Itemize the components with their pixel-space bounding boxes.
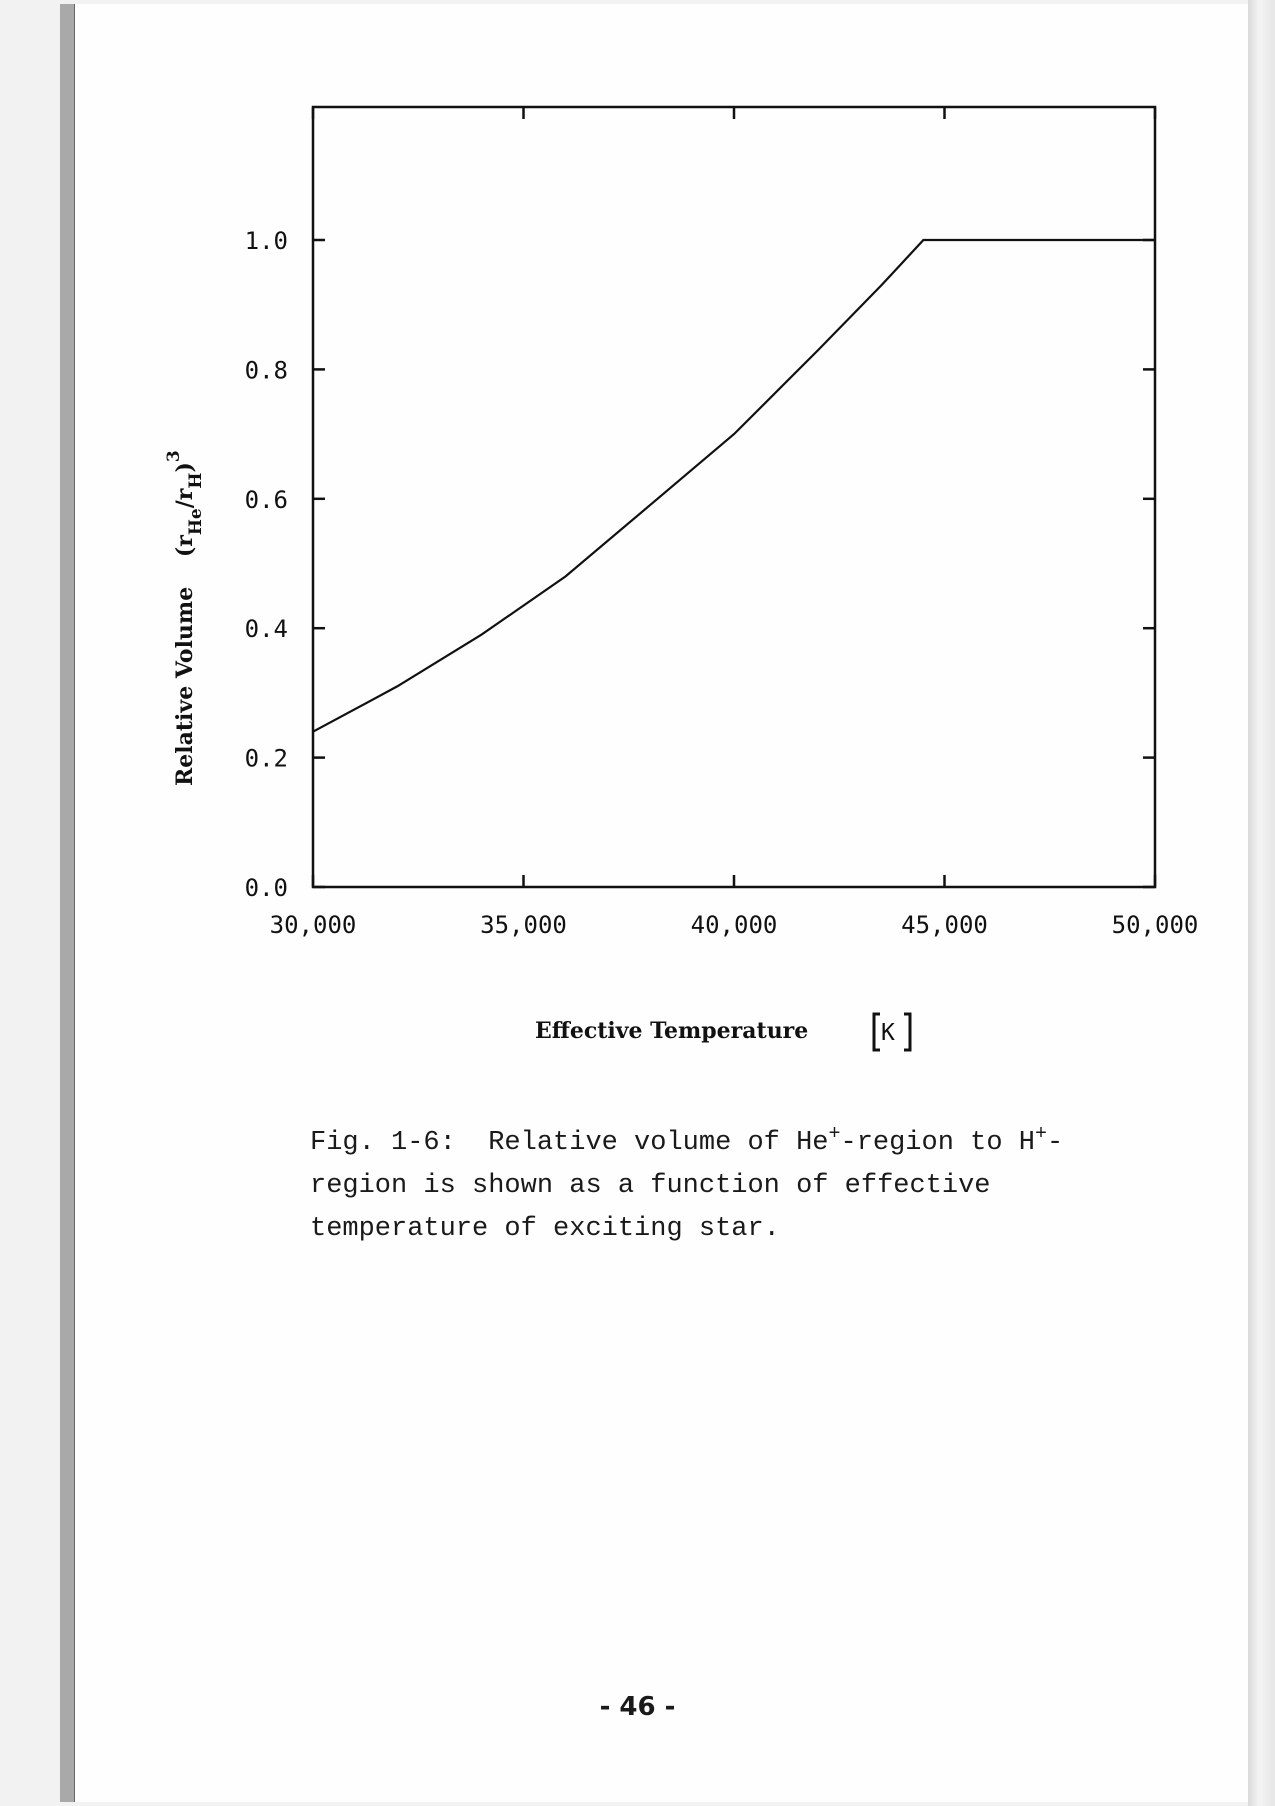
- x-axis-title: Effective Temperature: [535, 1018, 809, 1044]
- caption-line-3: temperature of exciting star.: [310, 1214, 780, 1244]
- plot-frame: [313, 107, 1155, 887]
- figure-caption: [310, 1122, 1210, 1251]
- x-tick-label: 40,000: [690, 911, 778, 939]
- caption-line-2: region is shown as a function of effective: [310, 1171, 991, 1201]
- y-tick-label: 0.2: [244, 744, 288, 773]
- x-tick-label: 50,000: [1111, 911, 1199, 939]
- y-tick-label: 0.8: [244, 356, 288, 385]
- x-axis-unit-label: K: [881, 1020, 895, 1046]
- x-axis-tick-labels: [270, 911, 1199, 939]
- y-axis-math-close: ): [172, 462, 198, 473]
- y-tick-label: 0.4: [244, 615, 288, 644]
- y-tick-label: 0.6: [244, 485, 288, 514]
- series-line-relative-volume: [313, 240, 1155, 732]
- y-tick-label: 0.0: [244, 874, 288, 902]
- y-axis-title-group: [164, 450, 206, 786]
- y-axis-math-sub2: H: [186, 472, 206, 489]
- page-number: - 46 -: [599, 1692, 676, 1722]
- y-axis-tick-labels: [245, 227, 288, 902]
- x-tick-label: 30,000: [269, 911, 357, 939]
- y-axis-math-sub1: He: [186, 508, 206, 536]
- x-tick-label: 45,000: [901, 911, 988, 939]
- x-tick-label: 35,000: [480, 911, 567, 939]
- svg-text:Relative Volume (rHe/rH): [164, 450, 206, 786]
- y-axis-math-open: (r: [172, 535, 198, 558]
- y-axis-title: Relative Volume: [172, 586, 198, 786]
- x-axis-unit: [874, 1014, 910, 1050]
- y-axis-ticks: [313, 240, 1155, 887]
- y-tick-label: 1.0: [244, 227, 288, 255]
- y-axis-math-mid: /r: [172, 488, 198, 509]
- y-axis-math-power: 3: [164, 450, 184, 463]
- x-axis-ticks: [313, 107, 1155, 887]
- caption-line-1: Fig. 1-6: Relative volume of He+-region to H+-: [310, 1123, 1064, 1158]
